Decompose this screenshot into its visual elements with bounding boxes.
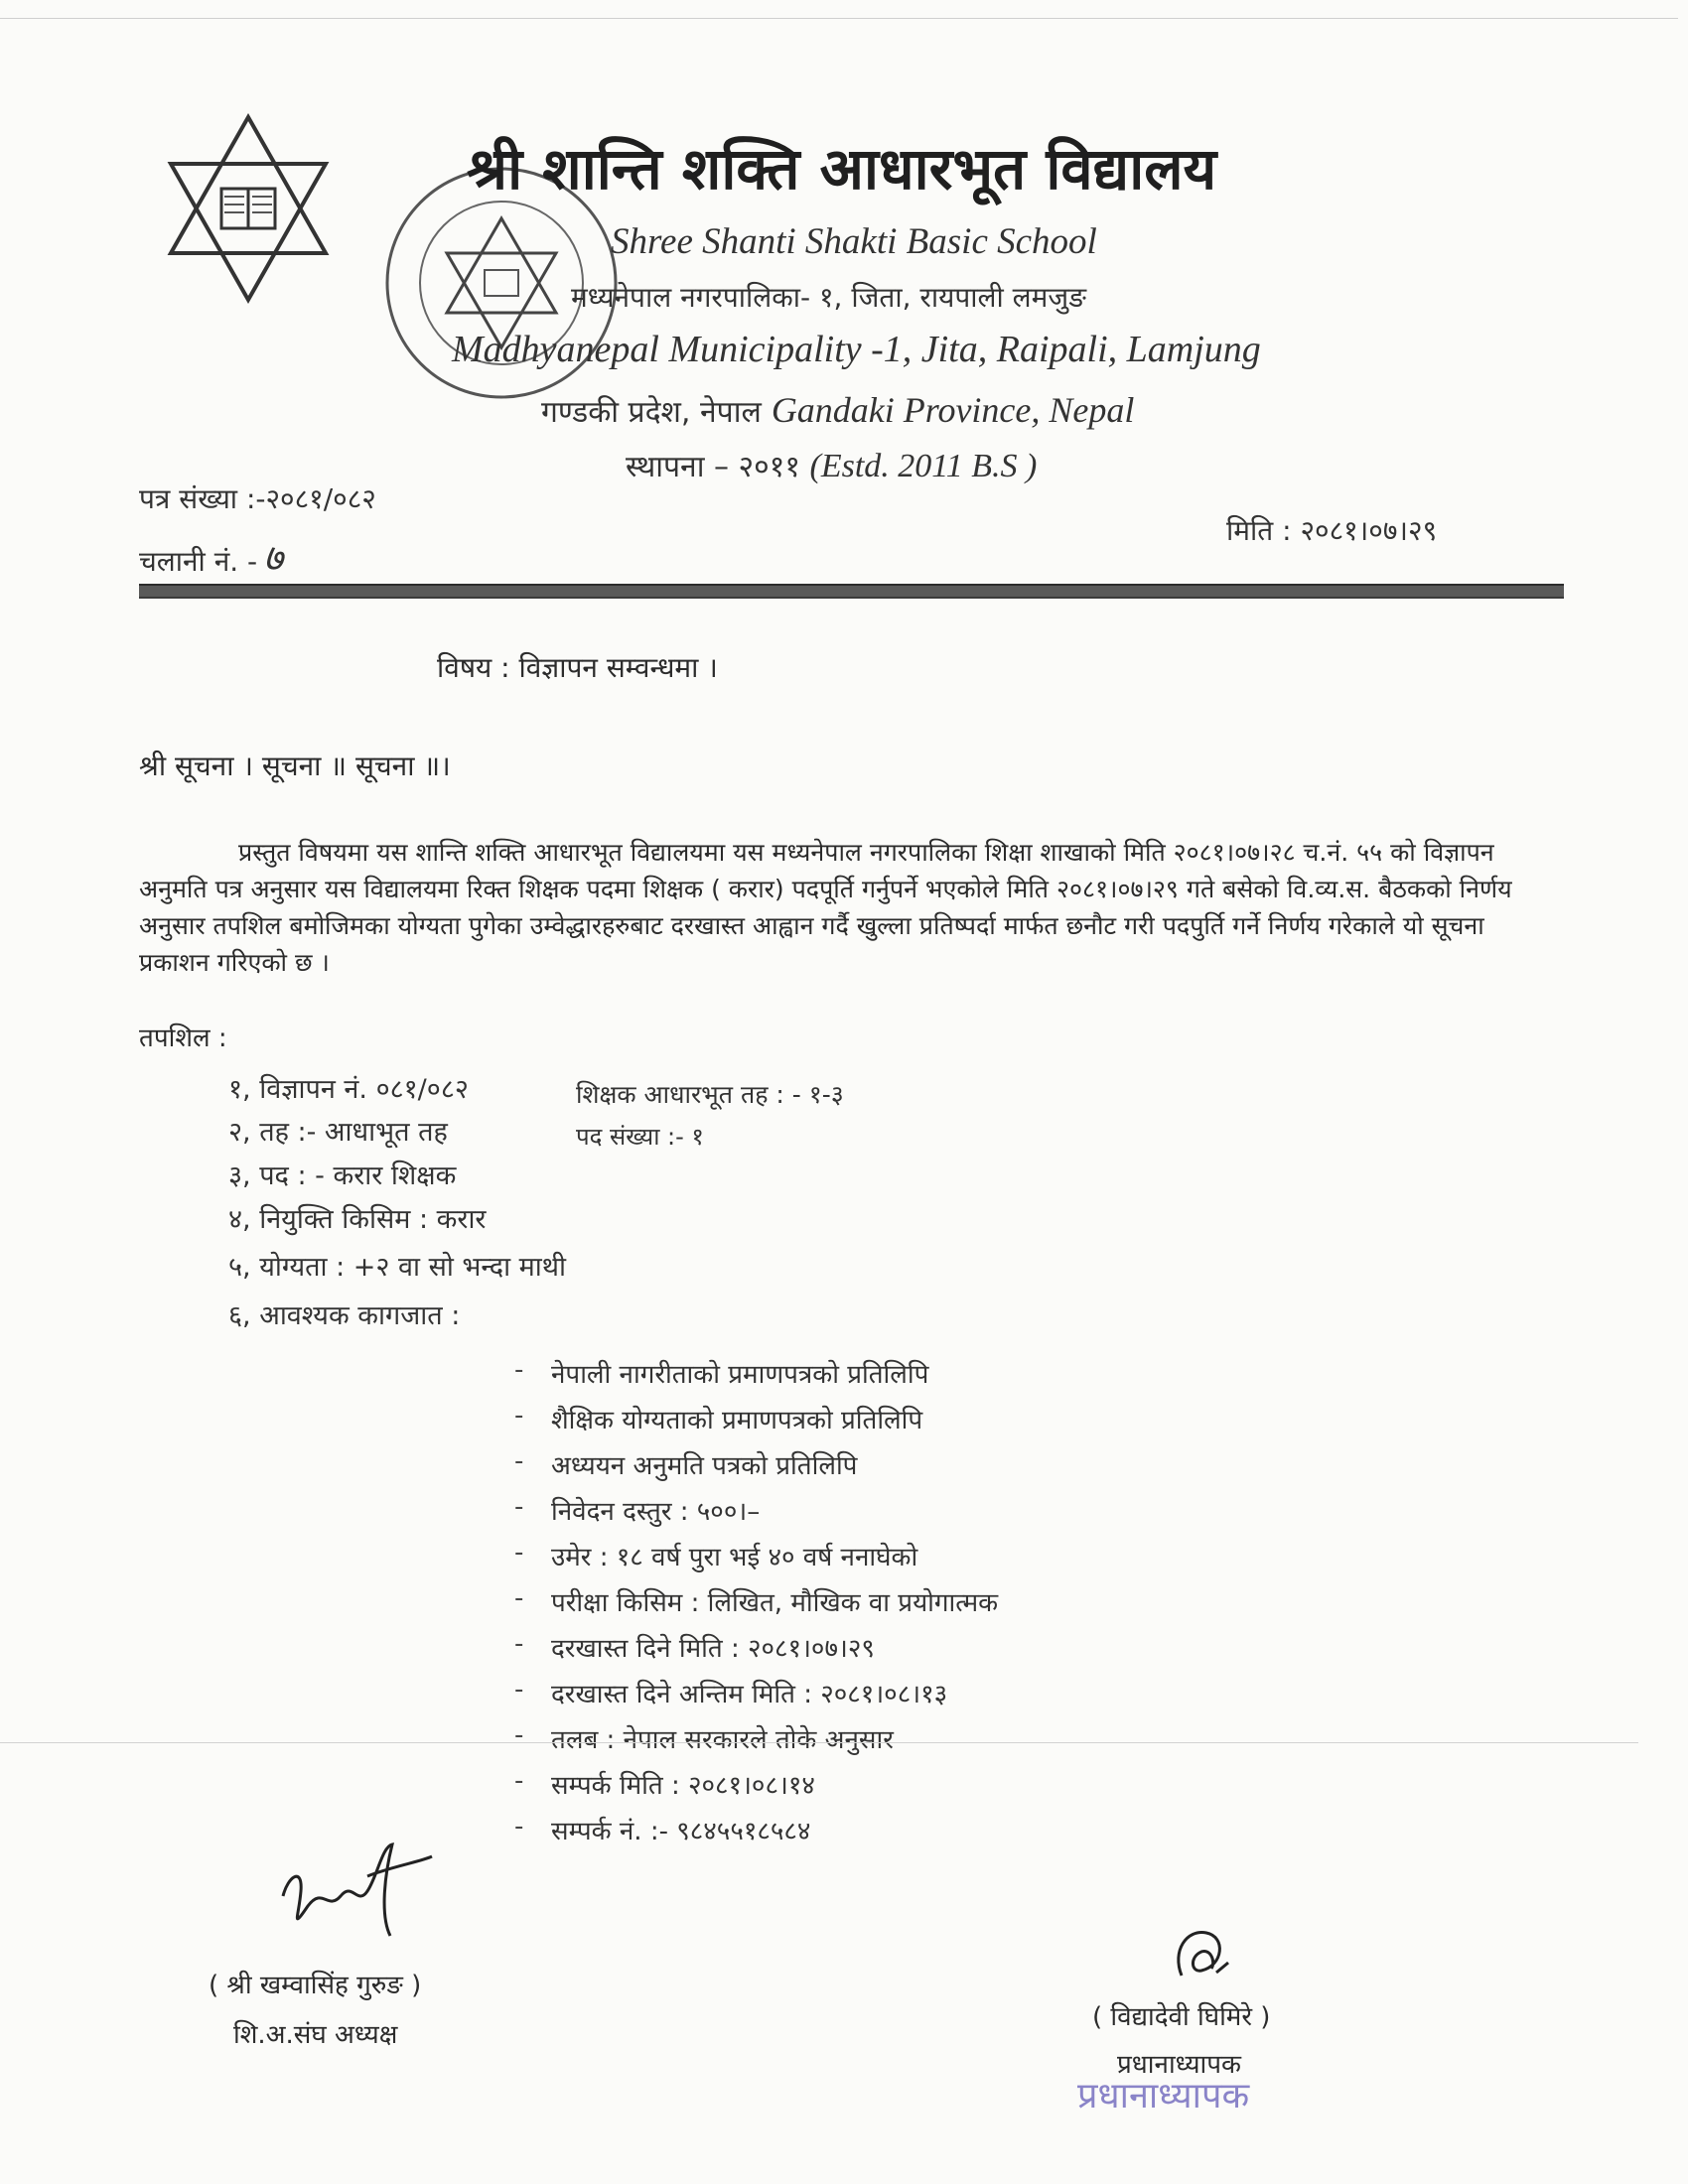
document-item: शैक्षिक योग्यताको प्रमाणपत्रको प्रतिलिपि <box>551 1406 923 1435</box>
address-nepali: मध्यनेपाल नगरपालिका- १, जिता, रायपाली लमजुङ <box>571 281 1086 314</box>
detail-item-6: ६, आवश्यक कागजात : <box>228 1300 461 1331</box>
list-bullet: - <box>514 1766 524 1796</box>
document-item: निवेदन दस्तुर : ५००।– <box>551 1497 761 1527</box>
established-nepali: स्थापना – २०११ <box>626 450 800 484</box>
province-english: Gandaki Province, Nepal <box>771 390 1135 430</box>
letter-date: मिति : २०८१।०७।२९ <box>1226 514 1438 547</box>
star-book-emblem-icon <box>149 109 348 308</box>
address-english: Madhyanepal Municipality -1, Jita, Raipali, Lamjung <box>452 329 1261 370</box>
established-line <box>626 445 1037 485</box>
list-bullet: - <box>514 1720 524 1750</box>
province-nepali: गण्डकी प्रदेश, नेपाल <box>541 395 762 430</box>
list-bullet: - <box>514 1355 524 1385</box>
right-signature-icon <box>1162 1921 1241 1990</box>
body-text: प्रस्तुत विषयमा यस शान्ति शक्ति आधारभूत विद्यालयमा यस मध्यनेपाल नगरपालिका शिक्षा शाखाको मिति २०८१।०७।२८ च.नं. ५५ को विज्ञापन अनुमति पत्र अनुसार यस विद्यालयमा रिक्त शिक्षक पदमा शिक्षक ( करार) पदपूर्ति गर्नुपर्ने भएकोले मिति २०८१।०७।२९ गते बसेको वि.व्य.स. बैठकको निर्णय अनुसार तपशिल बमोजिमका योग्यता पुगेका उम्वेद्धारहरुबाट दरखास्त आह्वान गर्दै खुल्ला प्रतिष्पर्दा मार्फत छनौट गरी पदपुर्ति गर्ने निर्णय गरेकाले यो सूचना प्रकाशन गरिएको छ । <box>139 838 1512 977</box>
list-bullet: - <box>514 1401 524 1431</box>
left-signatory-name: ( श्री खम्वासिंह गुरुङ ) <box>209 1971 422 2000</box>
list-bullet: - <box>514 1492 524 1522</box>
document-item: सम्पर्क मिति : २०८१।०८।१४ <box>551 1771 815 1801</box>
document-item: तलब : नेपाल सरकारले तोके अनुसार <box>551 1725 894 1755</box>
detail-item-5: ५, योग्यता : +२ वा सो भन्दा माथी <box>228 1252 567 1283</box>
subject-line: विषय : विज्ञापन सम्वन्धमा । <box>437 651 718 684</box>
fold-line <box>0 1742 1638 1743</box>
right-signatory-title: प्रधानाध्यापक <box>1117 2050 1242 2080</box>
document-item: दरखास्त दिने मिति : २०८१।०७।२९ <box>551 1634 875 1664</box>
detail-item-2: २, तह :- आधाभूत तह <box>228 1117 448 1148</box>
document-item: सम्पर्क नं. :- ९८४५५१८५८४ <box>551 1817 811 1846</box>
detail-item-3: ३, पद : - करार शिक्षक <box>228 1160 457 1191</box>
dispatch-label: चलानी नं. - <box>139 545 258 578</box>
established-english: (Estd. 2011 B.S ) <box>809 448 1038 484</box>
header-divider <box>139 584 1564 599</box>
detail-item-2-right: पद संख्या :- १ <box>576 1123 704 1151</box>
left-signature-icon <box>273 1837 452 1956</box>
detail-item-1-right: शिक्षक आधारभूत तह : - १-३ <box>576 1080 844 1109</box>
letter-number: पत्र संख्या :-२०८१/०८२ <box>139 482 376 515</box>
document-item: परीक्षा किसिम : लिखित, मौखिक वा प्रयोगात्मक <box>551 1588 999 1618</box>
details-label: तपशिल : <box>139 1024 227 1053</box>
dispatch-value: ७ <box>263 536 283 580</box>
document-item: अध्ययन अनुमति पत्रको प्रतिलिपि <box>551 1451 858 1481</box>
province-line <box>541 389 1134 431</box>
school-name-nepali: श्री शान्ति शक्ति आधारभूत विद्यालय <box>467 135 1217 203</box>
body-paragraph <box>139 834 1554 981</box>
detail-item-1: १, विज्ञापन नं. ०८१/०८२ <box>228 1074 469 1105</box>
page-edge-line <box>0 18 1678 19</box>
list-bullet: - <box>514 1538 524 1568</box>
list-bullet: - <box>514 1629 524 1659</box>
right-signatory-name: ( विद्यादेवी घिमिरे ) <box>1092 2002 1271 2032</box>
document-item: नेपाली नागरीताको प्रमाणपत्रको प्रतिलिपि <box>551 1360 929 1390</box>
list-bullet: - <box>514 1675 524 1705</box>
list-bullet: - <box>514 1446 524 1476</box>
list-bullet: - <box>514 1583 524 1613</box>
notice-heading: श्री सूचना । सूचना ॥ सूचना ॥। <box>139 750 451 782</box>
left-signatory-title: शि.अ.संघ अध्यक्ष <box>233 2020 398 2050</box>
dispatch-number <box>139 531 283 583</box>
document-item: उमेर : १८ वर्ष पुरा भई ४० वर्ष ननाघेको <box>551 1543 918 1572</box>
list-bullet: - <box>514 1812 524 1842</box>
detail-item-4: ४, नियुक्ति किसिम : करार <box>228 1204 487 1235</box>
document-item: दरखास्त दिने अन्तिम मिति : २०८१।०८।१३ <box>551 1680 948 1709</box>
headmaster-stamp: प्रधानाध्यापक <box>1077 2076 1250 2116</box>
school-name-english: Shree Shanti Shakti Basic School <box>611 221 1097 262</box>
